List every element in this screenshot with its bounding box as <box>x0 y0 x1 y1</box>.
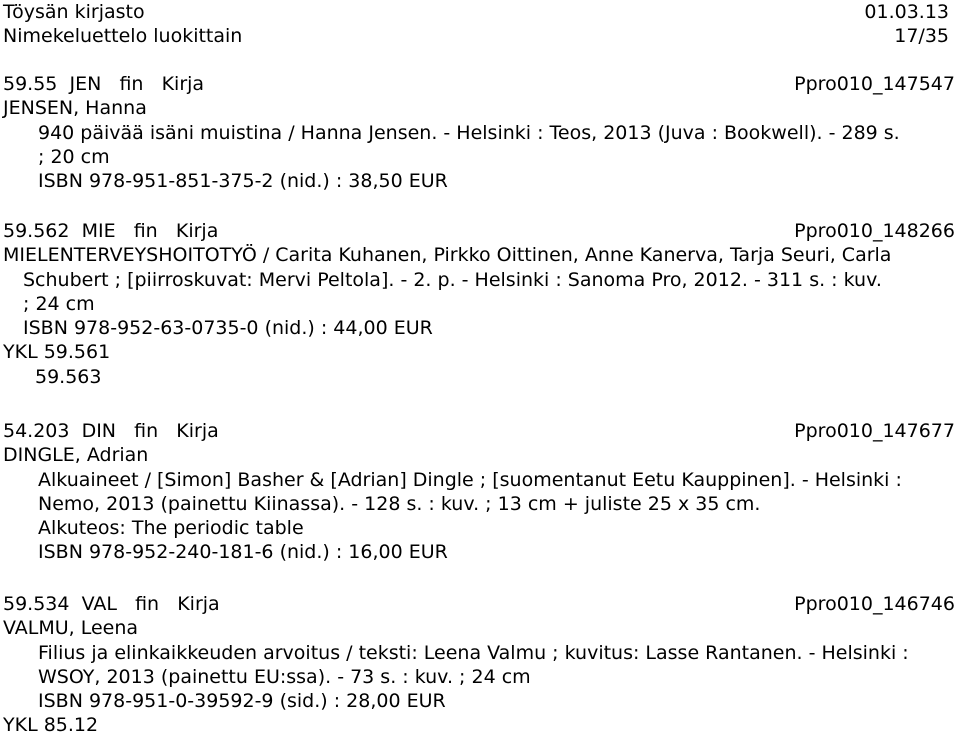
description-line: Schubert ; [piirroskuvat: Mervi Peltola]. - 2. p. - Helsinki : Sanoma Pro, 2012. - 311 s. : kuv. <box>23 268 882 291</box>
language-code: fin <box>133 220 158 242</box>
author-code: MIE <box>81 220 116 242</box>
description-line: Filius ja elinkaikkeuden arvoitus / teksti: Leena Valmu ; kuvitus: Lasse Rantanen. - Helsinki : <box>38 641 909 664</box>
call-line <box>3 419 955 443</box>
note-line: Alkuteos: The periodic table <box>38 517 304 540</box>
page-header <box>3 0 953 48</box>
class-number: 59.55 <box>3 73 58 95</box>
author-heading: VALMU, Leena <box>3 617 139 640</box>
list-title: Nimekeluettelo luokittain <box>3 25 243 47</box>
ykl-class: YKL 85.12 <box>3 714 99 737</box>
page-number: 17/35 <box>894 25 949 47</box>
isbn-line: ISBN 978-951-851-375-2 (nid.) : 38,50 EUR <box>38 170 448 193</box>
class-number: 59.534 <box>3 593 70 615</box>
call-number <box>3 72 204 96</box>
catalog-entry <box>3 219 955 389</box>
author-heading: JENSEN, Hanna <box>3 97 147 120</box>
isbn-line: ISBN 978-951-0-39592-9 (sid.) : 28,00 EUR <box>38 690 446 713</box>
call-number <box>3 419 219 443</box>
description-line: Nemo, 2013 (painettu Kiinassa). - 128 s. : kuv. ; 13 cm + juliste 25 x 35 cm. <box>38 492 761 515</box>
language-code: fin <box>134 420 159 442</box>
header-row-1 <box>3 0 953 24</box>
call-number <box>3 219 218 243</box>
call-line <box>3 219 955 243</box>
language-code: fin <box>119 73 144 95</box>
description-line: Alkuaineet / [Simon] Basher & [Adrian] Dingle ; [suomentanut Eetu Kauppinen]. - Helsinki : <box>38 468 902 491</box>
author-code: DIN <box>81 420 117 442</box>
material-type: Kirja <box>177 593 220 615</box>
description-line: ; 20 cm <box>38 145 110 168</box>
ykl-class: 59.563 <box>35 365 102 388</box>
description-line: 940 päivää isäni muistina / Hanna Jensen. - Helsinki : Teos, 2013 (Juva : Bookwell). - 289 s. <box>38 121 900 144</box>
catalog-entry <box>3 72 955 193</box>
record-id: Ppro010_147677 <box>794 420 955 442</box>
title-heading: MIELENTERVEYSHOITOTYÖ / Carita Kuhanen, Pirkko Oittinen, Anne Kanerva, Tarja Seuri, Carla <box>3 244 892 267</box>
catalog-entry <box>3 592 955 738</box>
call-line <box>3 592 955 616</box>
class-number: 54.203 <box>3 420 70 442</box>
call-number <box>3 592 220 616</box>
description-line: ; 24 cm <box>23 292 95 315</box>
author-code: JEN <box>69 73 102 95</box>
catalog-entry <box>3 419 955 565</box>
language-code: fin <box>135 593 160 615</box>
isbn-line: ISBN 978-952-240-181-6 (nid.) : 16,00 EUR <box>38 541 448 564</box>
library-name: Töysän kirjasto <box>3 1 145 23</box>
call-line <box>3 72 955 96</box>
author-heading: DINGLE, Adrian <box>3 444 149 467</box>
header-row-2 <box>3 24 953 48</box>
record-id: Ppro010_148266 <box>794 220 955 242</box>
record-id: Ppro010_146746 <box>794 593 955 615</box>
print-date: 01.03.13 <box>864 1 949 23</box>
isbn-line: ISBN 978-952-63-0735-0 (nid.) : 44,00 EUR <box>23 317 433 340</box>
record-id: Ppro010_147547 <box>794 73 955 95</box>
description-line: WSOY, 2013 (painettu EU:ssa). - 73 s. : kuv. ; 24 cm <box>38 665 531 688</box>
material-type: Kirja <box>175 220 219 242</box>
author-code: VAL <box>81 593 117 615</box>
ykl-class: YKL 59.561 <box>3 341 111 364</box>
material-type: Kirja <box>161 73 205 95</box>
class-number: 59.562 <box>3 220 70 242</box>
material-type: Kirja <box>176 420 219 442</box>
